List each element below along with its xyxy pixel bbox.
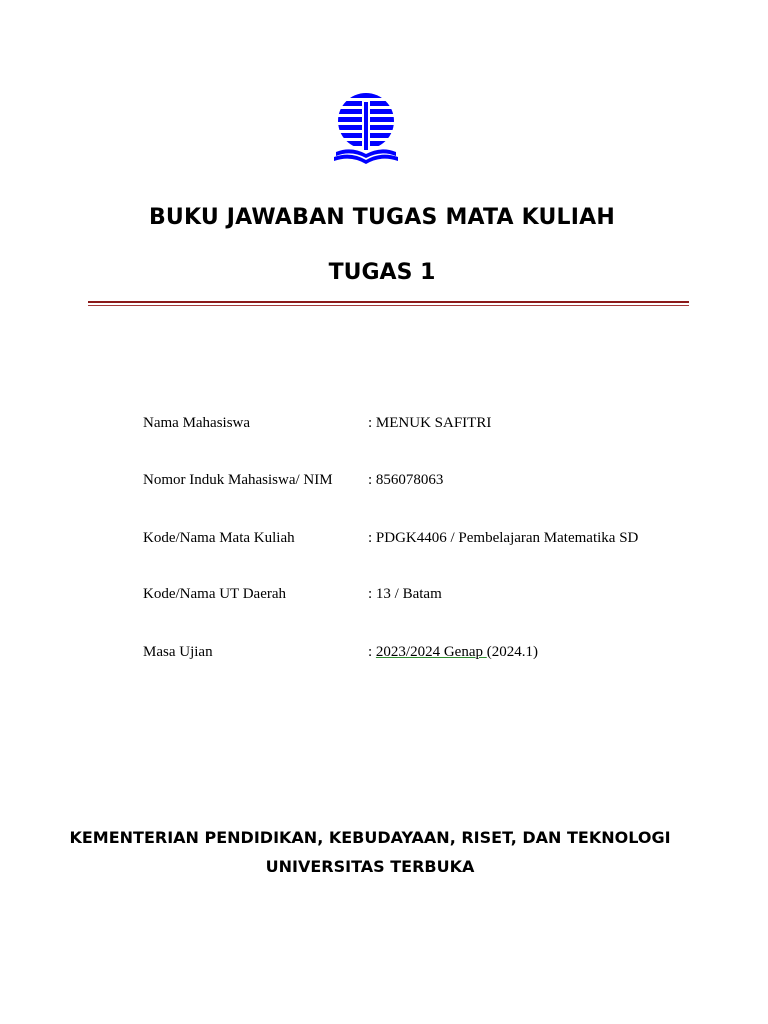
info-value-underlined: 2023/2024 Genap [375, 644, 487, 660]
info-row-nim [143, 472, 703, 494]
info-row-exam-period [143, 644, 703, 666]
divider-thin [88, 305, 689, 306]
info-label: Kode/Nama UT Daerah [143, 586, 286, 602]
university-logo-icon [331, 90, 401, 166]
info-label: Nomor Induk Mahasiswa/ NIM [143, 472, 333, 488]
university-name: UNIVERSITAS TERBUKA [265, 857, 475, 876]
info-value: : 13 / Batam [368, 586, 442, 602]
info-value: : MENUK SAFITRI [368, 415, 492, 431]
info-label: Nama Mahasiswa [143, 415, 251, 431]
info-value: : PDGK4406 / Pembelajaran Matematika SD [368, 530, 639, 546]
info-value-suffix: (2024.1) [486, 644, 538, 660]
info-label: Kode/Nama Mata Kuliah [143, 530, 295, 546]
info-row-name [143, 415, 703, 437]
info-label: Masa Ujian [143, 644, 213, 660]
page-title: BUKU JAWABAN TUGAS MATA KULIAH [148, 205, 616, 230]
info-value-prefix: : [368, 644, 376, 660]
info-row-course [143, 530, 703, 552]
page-subtitle: TUGAS 1 [328, 260, 436, 285]
info-row-region [143, 586, 703, 608]
info-value: : 856078063 [368, 472, 444, 488]
ministry-name: KEMENTERIAN PENDIDIKAN, KEBUDAYAAN, RISET, DAN TEKNOLOGI [69, 828, 671, 847]
divider-thick [88, 301, 689, 303]
info-value [368, 644, 538, 661]
